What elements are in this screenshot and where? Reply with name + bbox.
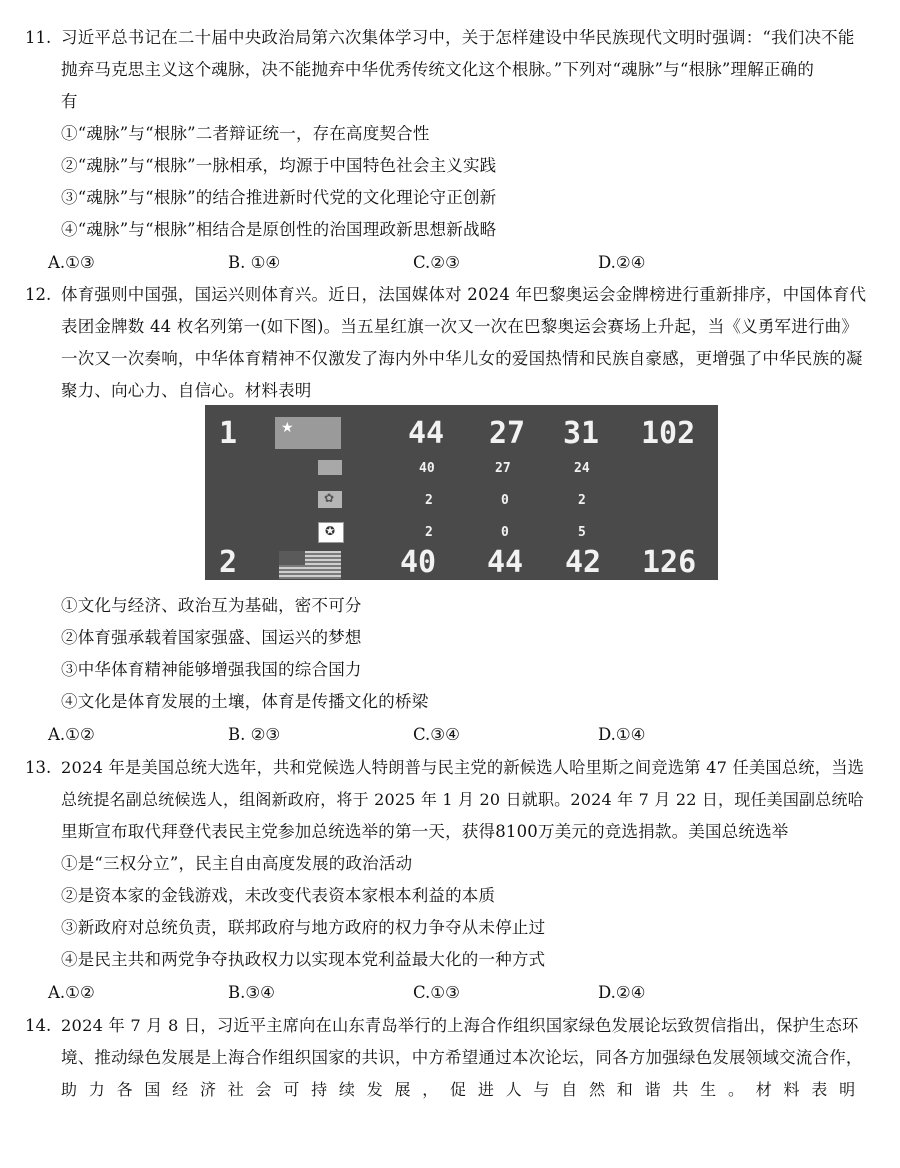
question-11-number: 11. xyxy=(25,28,52,47)
question-12-stem-line-1: 体育强则中国强，国运兴则体育兴。近日，法国媒体对 2024 年巴黎奥运会金牌榜进行重新排序，中国体育代 xyxy=(61,285,867,304)
question-11-option-d[interactable]: D.②④ xyxy=(598,253,646,272)
question-11-item-3: ③“魂脉”与“根脉”的结合推进新时代党的文化理论守正创新 xyxy=(61,188,497,207)
board-sub1-silver: 27 xyxy=(495,461,511,476)
board-sub2-gold: 2 xyxy=(425,493,433,508)
chinese-taipei-flag-icon: ✪ xyxy=(318,522,344,543)
question-11-item-1: ①“魂脉”与“根脉”二者辩证统一，存在高度契合性 xyxy=(61,124,430,143)
question-12-stem-line-4: 聚力、向心力、自信心。材料表明 xyxy=(61,381,312,400)
board-row1-bronze: 31 xyxy=(563,416,600,451)
china-flag-icon: ★ xyxy=(275,417,341,449)
hong-kong-flag-icon: ✿ xyxy=(318,491,342,508)
question-12-option-b[interactable]: B. ②③ xyxy=(228,725,281,744)
question-13-option-b[interactable]: B.③④ xyxy=(228,983,275,1002)
board-row2-total: 126 xyxy=(642,545,697,580)
question-13-item-3: ③新政府对总统负责，联邦政府与地方政府的权力争夺从未停止过 xyxy=(61,918,546,937)
question-13-number: 13. xyxy=(25,758,52,777)
question-12-stem-line-2: 表团金牌数 44 枚名列第一(如下图)。当五星红旗一次又一次在巴黎奥运会赛场上升起，当《义勇军进行曲》 xyxy=(61,317,859,336)
board-sub3-gold: 2 xyxy=(425,525,433,540)
question-13-option-a[interactable]: A.①② xyxy=(48,983,95,1002)
question-13-option-d[interactable]: D.②④ xyxy=(598,983,646,1002)
question-11-stem-line-1: 习近平总书记在二十届中央政治局第六次集体学习中，关于怎样建设中华民族现代文明时强调：“我们决不能 xyxy=(61,28,855,47)
question-14-stem-line-3: 助力各国经济社会可持续发展，促进人与自然和谐共生。材料表明 xyxy=(61,1080,867,1099)
board-rank-1: 1 xyxy=(219,416,238,451)
question-12-option-c[interactable]: C.③④ xyxy=(413,725,460,744)
question-11-stem-line-3: 有 xyxy=(61,92,78,111)
board-row1-total: 102 xyxy=(641,416,696,451)
question-13-stem-line-3: 里斯宣布取代拜登代表民主党参加总统选举的第一天，获得8100万美元的竞选捐款。美国总统选举 xyxy=(61,822,789,841)
board-row2-gold: 40 xyxy=(400,545,437,580)
question-11-item-4: ④“魂脉”与“根脉”相结合是原创性的治国理政新思想新战略 xyxy=(61,220,497,239)
question-12-item-1: ①文化与经济、政治互为基础，密不可分 xyxy=(61,596,362,615)
question-12-item-3: ③中华体育精神能够增强我国的综合国力 xyxy=(61,660,362,679)
question-12-option-a[interactable]: A.①② xyxy=(48,725,95,744)
medal-table-image xyxy=(205,405,718,580)
question-14-stem-line-1: 2024 年 7 月 8 日，习近平主席向在山东青岛举行的上海合作组织国家绿色发展论坛致贺信指出，保护生态环 xyxy=(61,1016,859,1035)
board-row2-silver: 44 xyxy=(487,545,524,580)
question-13-stem-line-2: 总统提名副总统候选人，组阁新政府，将于 2025 年 1 月 20 日就职。2024 年 7 月 22 日，现任美国副总统哈 xyxy=(61,790,864,809)
board-sub1-bronze: 24 xyxy=(574,461,590,476)
board-rank-2: 2 xyxy=(219,545,238,580)
question-12-item-4: ④文化是体育发展的土壤，体育是传播文化的桥梁 xyxy=(61,692,429,711)
board-sub3-silver: 0 xyxy=(501,525,509,540)
question-13-stem-line-1: 2024 年是美国总统大选年，共和党候选人特朗普与民主党的新候选人哈里斯之间竞选第 47 任美国总统，当选 xyxy=(61,758,865,777)
question-13-item-2: ②是资本家的金钱游戏，未改变代表资本家根本利益的本质 xyxy=(61,886,496,905)
board-sub1-gold: 40 xyxy=(419,461,435,476)
board-row1-silver: 27 xyxy=(489,416,526,451)
question-12-item-2: ②体育强承载着国家强盛、国运兴的梦想 xyxy=(61,628,362,647)
board-row2-bronze: 42 xyxy=(565,545,602,580)
board-row1-gold: 44 xyxy=(408,416,445,451)
question-11-option-a[interactable]: A.①③ xyxy=(48,253,95,272)
question-11-item-2: ②“魂脉”与“根脉”一脉相承，均源于中国特色社会主义实践 xyxy=(61,156,497,175)
question-11-stem-line-2: 抛弃马克思主义这个魂脉，决不能抛弃中华优秀传统文化这个根脉。”下列对“魂脉”与“根脉”理解正确的 xyxy=(61,60,815,79)
question-14-stem-line-2: 境、推动绿色发展是上海合作组织国家的共识，中方希望通过本次论坛，同各方加强绿色发展领域交流合作， xyxy=(61,1048,863,1067)
question-13-option-c[interactable]: C.①③ xyxy=(413,983,460,1002)
question-14-number: 14. xyxy=(25,1016,52,1035)
question-13-item-1: ①是“三权分立”，民主自由高度发展的政治活动 xyxy=(61,854,413,873)
question-13-item-4: ④是民主共和两党争夺执政权力以实现本党利益最大化的一种方式 xyxy=(61,950,546,969)
question-12-option-d[interactable]: D.①④ xyxy=(598,725,646,744)
usa-flag-icon xyxy=(279,551,341,579)
question-12-number: 12. xyxy=(25,285,52,304)
board-sub3-bronze: 5 xyxy=(578,525,586,540)
board-sub2-bronze: 2 xyxy=(578,493,586,508)
board-sub2-silver: 0 xyxy=(501,493,509,508)
mainland-flag-icon xyxy=(318,460,342,475)
question-11-option-b[interactable]: B. ①④ xyxy=(228,253,281,272)
question-11-option-c[interactable]: C.②③ xyxy=(413,253,460,272)
question-12-stem-line-3: 一次又一次奏响，中华体育精神不仅激发了海内外中华儿女的爱国热情和民族自豪感，更增强了中华民族的凝 xyxy=(61,349,863,368)
